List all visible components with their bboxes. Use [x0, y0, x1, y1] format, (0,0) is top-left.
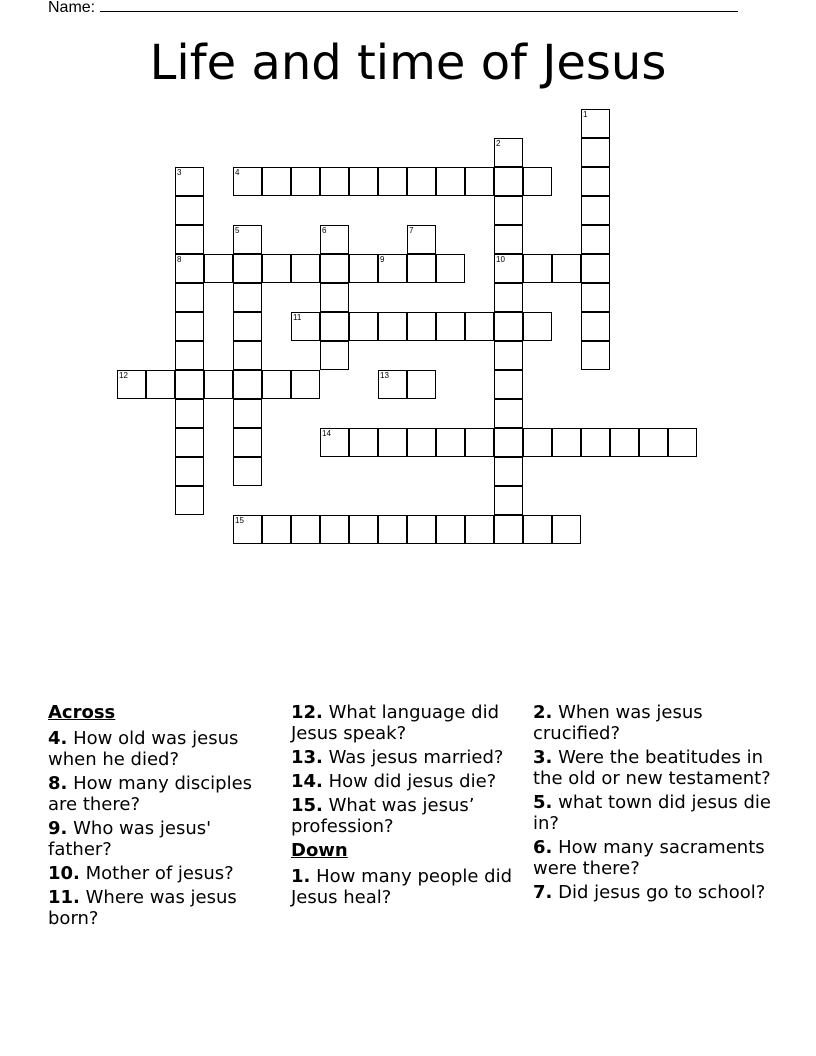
grid-cell[interactable]: [407, 312, 436, 341]
clue-number-label: 6: [322, 226, 327, 235]
grid-cell[interactable]: [407, 428, 436, 457]
clue-text: Who was jesus' father?: [48, 818, 212, 860]
grid-cell[interactable]: [436, 428, 465, 457]
grid-cell[interactable]: [581, 283, 610, 312]
clue-number-label: 2: [496, 139, 501, 148]
grid-cell[interactable]: [378, 370, 407, 399]
clue-text: How many disciples are there?: [48, 773, 253, 815]
grid-cell[interactable]: [175, 283, 204, 312]
grid-cell[interactable]: [291, 370, 320, 399]
grid-cell[interactable]: [349, 254, 378, 283]
clue-text: What language did Jesus speak?: [291, 702, 500, 744]
grid-cell[interactable]: [407, 370, 436, 399]
grid-cell[interactable]: [494, 399, 523, 428]
clue-number-label: 9: [380, 255, 385, 264]
grid-cell[interactable]: [494, 486, 523, 515]
grid-cell[interactable]: [204, 370, 233, 399]
grid-cell[interactable]: [320, 428, 349, 457]
name-label: Name:: [48, 0, 96, 16]
grid-cell[interactable]: [465, 167, 494, 196]
grid-cell[interactable]: [349, 428, 378, 457]
across-heading: Across: [48, 702, 116, 723]
clue-number-label: 12: [119, 371, 128, 380]
clue-number: 11.: [48, 887, 80, 908]
grid-cell[interactable]: [407, 167, 436, 196]
grid-cell[interactable]: [436, 167, 465, 196]
grid-cell[interactable]: [378, 312, 407, 341]
clue-across-13: [291, 747, 519, 768]
grid-cell[interactable]: [581, 225, 610, 254]
grid-cell[interactable]: [291, 312, 320, 341]
grid-cell[interactable]: [291, 254, 320, 283]
grid-cell[interactable]: [581, 254, 610, 283]
grid-cell[interactable]: [581, 167, 610, 196]
clue-text: How did jesus die?: [328, 771, 497, 792]
grid-cell[interactable]: [494, 312, 523, 341]
clue-number: 4.: [48, 728, 68, 749]
clue-text: Did jesus go to school?: [558, 882, 766, 903]
grid-cell[interactable]: [581, 312, 610, 341]
clue-number: 1.: [291, 866, 311, 887]
clue-number-label: 13: [380, 371, 389, 380]
grid-cell[interactable]: [581, 109, 610, 138]
grid-cell[interactable]: [233, 283, 262, 312]
grid-cell[interactable]: [436, 312, 465, 341]
clue-across-12: [291, 702, 519, 744]
grid-cell[interactable]: [494, 225, 523, 254]
grid-cell[interactable]: [233, 370, 262, 399]
grid-cell[interactable]: [494, 254, 523, 283]
clue-text: Mother of jesus?: [85, 863, 234, 884]
grid-cell[interactable]: [175, 428, 204, 457]
clue-across-9: [48, 818, 276, 860]
clue-number: 15.: [291, 795, 323, 816]
grid-cell[interactable]: [610, 428, 639, 457]
grid-cell[interactable]: [175, 167, 204, 196]
grid-cell[interactable]: [494, 515, 523, 544]
clue-across-11: [48, 887, 276, 929]
grid-cell[interactable]: [668, 428, 697, 457]
grid-cell[interactable]: [581, 341, 610, 370]
clue-across-15: [291, 795, 519, 837]
clue-number-label: 3: [177, 168, 182, 177]
grid-cell[interactable]: [320, 167, 349, 196]
grid-cell[interactable]: [175, 312, 204, 341]
clue-number: 12.: [291, 702, 323, 723]
grid-cell[interactable]: [494, 457, 523, 486]
clue-number-label: 14: [322, 429, 331, 438]
grid-cell[interactable]: [465, 515, 494, 544]
grid-cell[interactable]: [233, 341, 262, 370]
grid-cell[interactable]: [320, 341, 349, 370]
grid-cell[interactable]: [407, 254, 436, 283]
grid-cell[interactable]: [378, 254, 407, 283]
clue-across-8: [48, 773, 276, 815]
clues-column-2: [291, 702, 519, 911]
grid-cell[interactable]: [494, 196, 523, 225]
grid-cell[interactable]: [175, 254, 204, 283]
clue-text: Where was jesus born?: [48, 887, 237, 929]
grid-cell[interactable]: [494, 341, 523, 370]
grid-cell[interactable]: [175, 225, 204, 254]
grid-cell[interactable]: [233, 515, 262, 544]
grid-cell[interactable]: [233, 428, 262, 457]
clue-across-10: [48, 863, 276, 884]
clue-number: 9.: [48, 818, 68, 839]
grid-cell[interactable]: [349, 515, 378, 544]
grid-cell[interactable]: [233, 457, 262, 486]
clues-column-3: [533, 702, 773, 906]
clue-number-label: 8: [177, 255, 182, 264]
grid-cell[interactable]: [552, 254, 581, 283]
clue-across-4: [48, 728, 276, 770]
clue-text: When was jesus crucified?: [533, 702, 703, 744]
clue-number: 7.: [533, 882, 553, 903]
clue-text: What was jesus’ profession?: [291, 795, 475, 837]
grid-cell[interactable]: [436, 515, 465, 544]
grid-cell[interactable]: [175, 196, 204, 225]
grid-cell[interactable]: [465, 312, 494, 341]
grid-cell[interactable]: [233, 254, 262, 283]
grid-cell[interactable]: [291, 167, 320, 196]
grid-cell[interactable]: [349, 312, 378, 341]
clue-number: 3.: [533, 747, 553, 768]
clue-down-6: [533, 837, 773, 879]
grid-cell[interactable]: [436, 254, 465, 283]
clue-text: Were the beatitudes in the old or new testament?: [533, 747, 771, 789]
grid-cell[interactable]: [233, 225, 262, 254]
grid-cell[interactable]: [494, 283, 523, 312]
clue-number-label: 15: [235, 516, 244, 525]
clue-text: what town did jesus die in?: [533, 792, 772, 834]
grid-cell[interactable]: [320, 515, 349, 544]
clue-number-label: 4: [235, 168, 240, 177]
grid-cell[interactable]: [233, 312, 262, 341]
grid-cell[interactable]: [407, 515, 436, 544]
grid-cell[interactable]: [523, 167, 552, 196]
clue-number: 13.: [291, 747, 323, 768]
grid-cell[interactable]: [175, 370, 204, 399]
grid-cell[interactable]: [262, 515, 291, 544]
grid-cell[interactable]: [117, 370, 146, 399]
grid-cell[interactable]: [204, 254, 233, 283]
grid-cell[interactable]: [320, 225, 349, 254]
clue-number: 2.: [533, 702, 553, 723]
clue-number-label: 10: [496, 255, 505, 264]
grid-cell[interactable]: [407, 225, 436, 254]
clue-across-14: [291, 771, 519, 792]
clue-number-label: 7: [409, 226, 414, 235]
grid-cell[interactable]: [552, 515, 581, 544]
grid-cell[interactable]: [639, 428, 668, 457]
clue-down-7: [533, 882, 773, 903]
clues-column-1: [48, 702, 276, 932]
clue-number-label: 5: [235, 226, 240, 235]
grid-cell[interactable]: [378, 515, 407, 544]
clue-number-label: 11: [293, 313, 302, 322]
grid-cell[interactable]: [175, 399, 204, 428]
clue-number-label: 1: [583, 110, 588, 119]
grid-cell[interactable]: [581, 196, 610, 225]
clue-down-3: [533, 747, 773, 789]
grid-cell[interactable]: [494, 138, 523, 167]
grid-cell[interactable]: [233, 399, 262, 428]
grid-cell[interactable]: [146, 370, 175, 399]
clue-text: How many sacraments were there?: [533, 837, 765, 879]
grid-cell[interactable]: [465, 428, 494, 457]
grid-cell[interactable]: [494, 428, 523, 457]
clue-number: 8.: [48, 773, 68, 794]
clue-text: Was jesus married?: [328, 747, 504, 768]
clue-number: 5.: [533, 792, 553, 813]
grid-cell[interactable]: [523, 428, 552, 457]
grid-cell[interactable]: [262, 370, 291, 399]
grid-cell[interactable]: [320, 312, 349, 341]
grid-cell[interactable]: [233, 167, 262, 196]
grid-cell[interactable]: [349, 167, 378, 196]
clue-text: How many people did Jesus heal?: [291, 866, 513, 908]
grid-cell[interactable]: [291, 515, 320, 544]
grid-cell[interactable]: [523, 515, 552, 544]
clue-number: 6.: [533, 837, 553, 858]
grid-cell[interactable]: [320, 254, 349, 283]
grid-cell[interactable]: [581, 138, 610, 167]
grid-cell[interactable]: [494, 167, 523, 196]
clue-number: 10.: [48, 863, 80, 884]
grid-cell[interactable]: [175, 486, 204, 515]
clue-down-2: [533, 702, 773, 744]
grid-cell[interactable]: [378, 167, 407, 196]
clue-text: How old was jesus when he died?: [48, 728, 239, 770]
grid-cell[interactable]: [262, 254, 291, 283]
grid-cell[interactable]: [320, 283, 349, 312]
down-heading: Down: [291, 840, 348, 861]
grid-cell[interactable]: [552, 428, 581, 457]
grid-cell[interactable]: [523, 254, 552, 283]
grid-cell[interactable]: [581, 428, 610, 457]
clue-down-1: [291, 866, 519, 908]
grid-cell[interactable]: [378, 428, 407, 457]
grid-cell[interactable]: [494, 370, 523, 399]
grid-cell[interactable]: [175, 457, 204, 486]
clue-number: 14.: [291, 771, 323, 792]
grid-cell[interactable]: [175, 341, 204, 370]
grid-cell[interactable]: [262, 167, 291, 196]
clue-down-5: [533, 792, 773, 834]
puzzle-title: Life and time of Jesus: [149, 35, 667, 91]
grid-cell[interactable]: [523, 312, 552, 341]
